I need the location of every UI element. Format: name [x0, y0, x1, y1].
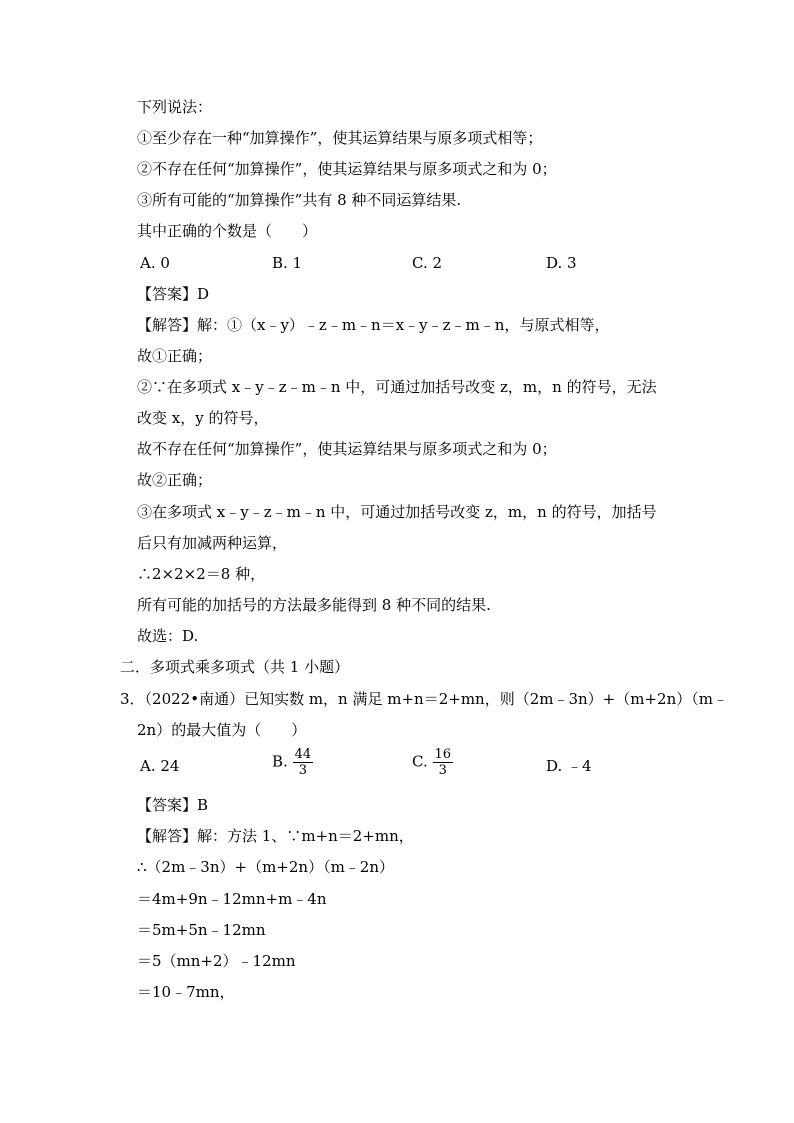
question-3-line2: 2n）的最大值为（ ） — [137, 721, 307, 739]
question-prompt: 其中正确的个数是（ ） — [137, 222, 318, 240]
q3-option-d: D. ﹣4 — [546, 757, 592, 775]
option-a: A. 0 — [140, 254, 170, 272]
statement-2: ②不存在任何“加算操作”，使其运算结果与原多项式之和为 0； — [137, 160, 557, 178]
statement-3: ③所有可能的“加算操作”共有 8 种不同运算结果. — [137, 191, 462, 209]
q3-solution-line: ∴（2m﹣3n）+（m+2n）（m﹣2n） — [137, 858, 395, 876]
fraction — [433, 747, 454, 778]
solution-line: ②∵在多项式 x﹣y﹣z﹣m﹣n 中，可通过加括号改变 z，m，n 的符号，无法 — [137, 378, 657, 396]
option-d: D. 3 — [546, 254, 577, 272]
option-b: B. 1 — [272, 254, 303, 272]
solution-line: 【解答】解：①（x﹣y）﹣z﹣m﹣n＝x﹣y﹣z﹣m﹣n，与原式相等， — [137, 316, 610, 334]
q3-solution-line: ＝5m+5n﹣12mn — [137, 921, 266, 939]
q3-solution-line: ＝10﹣7mn， — [137, 983, 235, 1001]
fraction-numerator: 44 — [294, 747, 312, 762]
section-heading: 二．多项式乘多项式（共 1 小题） — [120, 658, 350, 676]
q3-solution-line: ＝5（mn+2）﹣12mn — [137, 952, 296, 970]
solution-line: 所有可能的加括号的方法最多能得到 8 种不同的结果. — [137, 596, 491, 614]
solution-line: 改变 x，y 的符号， — [137, 409, 269, 427]
option-c: C. 2 — [412, 254, 443, 272]
statement-1: ①至少存在一种“加算操作”，使其运算结果与原多项式相等； — [137, 129, 543, 147]
fraction-denominator: 3 — [438, 763, 447, 778]
solution-line: 故不存在任何“加算操作”，使其运算结果与原多项式之和为 0； — [137, 440, 557, 458]
q3-answer-label: 【答案】B — [137, 796, 209, 814]
solution-line: ③在多项式 x﹣y﹣z﹣m﹣n 中，可通过加括号改变 z，m，n 的符号，加括号 — [137, 503, 657, 521]
solution-line: ∴2×2×2＝8 种， — [137, 565, 266, 583]
fraction — [293, 747, 314, 778]
statement-intro: 下列说法： — [137, 98, 213, 116]
answer-label: 【答案】D — [137, 285, 210, 303]
q3-option-b — [272, 747, 313, 778]
q3-option-b-label: B. — [272, 752, 288, 771]
q3-option-a: A. 24 — [140, 757, 180, 775]
q3-option-c-label: C. — [412, 752, 428, 771]
solution-line: 故选：D. — [137, 627, 199, 645]
q3-solution-line: 【解答】解：方法 1、∵m+n＝2+mn， — [137, 827, 414, 845]
fraction-denominator: 3 — [298, 763, 307, 778]
q3-solution-line: ＝4m+9n﹣12mn+m﹣4n — [137, 890, 327, 908]
question-3-line1: 3．（2022•南通）已知实数 m，n 满足 m+n＝2+mn，则（2m﹣3n）+（m+2n）（m﹣ — [120, 690, 728, 708]
fraction-numerator: 16 — [434, 747, 452, 762]
solution-line: 故②正确； — [137, 471, 213, 489]
solution-line: 后只有加减两种运算， — [137, 534, 288, 552]
solution-line: 故①正确； — [137, 347, 213, 365]
q3-option-c — [412, 747, 453, 778]
